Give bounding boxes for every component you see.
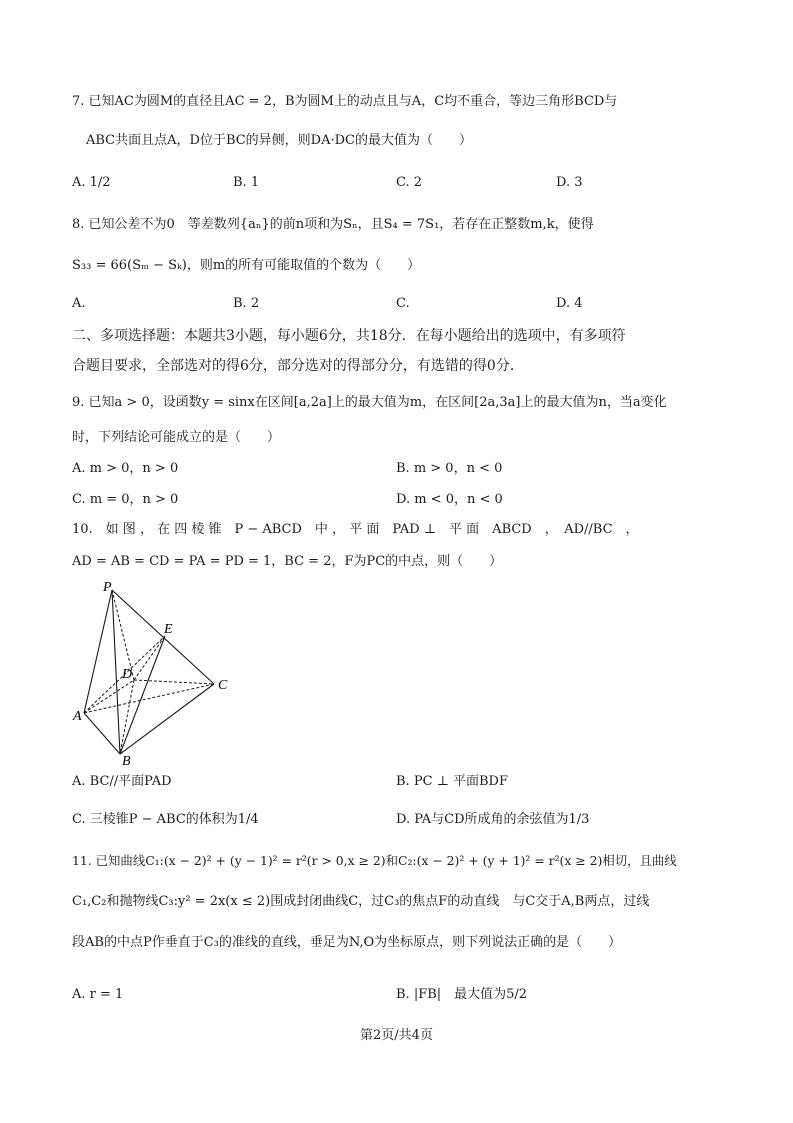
q8-option-a: A.: [72, 296, 86, 311]
edge-DE: [134, 636, 165, 680]
q11-option-a: A. r = 1: [72, 987, 124, 1002]
label-A: A: [73, 709, 82, 724]
q10-line1: 10. 如 图 ， 在 四 棱 锥 P − ABCD 中 ， 平 面 PAD ⊥ 平 面 ABCD ， AD//BC ，: [72, 522, 639, 537]
pyramid-figure: [72, 578, 237, 768]
edge-DC: [134, 680, 214, 684]
q11-line2: C₁,C₂和抛物线C₃:y² = 2x(x ≤ 2)围成封闭曲线C，过C₃的焦点F的动直线 与C交于A,B两点，过线: [72, 894, 650, 909]
q8-line1: 8. 已知公差不为0 等差数列{aₙ}的前n项和为Sₙ，且S₄ = 7S₁，若存在正整数m,k，使得: [72, 217, 594, 232]
label-E: E: [164, 622, 173, 637]
q7-option-c: C. 2: [396, 175, 423, 190]
q8-line2: S₃₃ = 66(Sₘ − Sₖ)，则m的所有可能取值的个数为（ ）: [72, 258, 421, 273]
q7-option-d: D. 3: [556, 175, 583, 190]
q10-option-b: B. PC ⊥ 平面BDF: [396, 774, 508, 789]
q7-option-b: B. 1: [233, 175, 260, 190]
q9-line2: 时，下列结论可能成立的是（ ）: [72, 430, 281, 445]
q10-option-a: A. BC//平面PAD: [72, 774, 172, 789]
edge-DB: [120, 680, 134, 754]
q7-option-a: A. 1/2: [72, 175, 111, 190]
section2-line2: 合题目要求，全部选对的得6分，部分选对的得部分分，有选错的得0分．: [72, 358, 524, 374]
section2-line1: 二、多项选择题：本题共3小题，每小题6分，共18分．在每小题给出的选项中，有多项符: [72, 328, 626, 344]
q9-option-b: B. m > 0，n < 0: [396, 461, 503, 476]
label-C: C: [218, 678, 228, 693]
edge-PB: [112, 590, 120, 754]
q11-line1: 11. 已知曲线C₁:(x − 2)² + (y − 1)² = r²(r > 0,x ≥ 2)和C₂:(x − 2)² + (y + 1)² = r²(x ≥ 2)相切，且曲线: [72, 853, 677, 868]
edge-AD: [84, 680, 134, 713]
q9-option-a: A. m > 0，n > 0: [72, 461, 179, 476]
q11-line3: 段AB的中点P作垂直于C₃的准线的直线，垂足为N,O为坐标原点，则下列说法正确的是（ ）: [72, 935, 622, 950]
label-P: P: [103, 580, 112, 595]
q8-option-d: D. 4: [556, 296, 583, 311]
q7-line1: 7. 已知AC为圆M的直径且AC = 2，B为圆M上的动点且与A，C均不重合，等边三角形BCD与: [72, 94, 618, 109]
label-D: D: [122, 667, 133, 682]
q7-line2: ABC共面且点A，D位于BC的异侧，则DA·DC的最大值为（ ）: [86, 133, 472, 148]
label-B: B: [122, 754, 131, 768]
q9-option-c: C. m = 0，n > 0: [72, 492, 179, 507]
page-footer: 第2页/共4页: [360, 1028, 433, 1043]
q9-line1: 9. 已知a > 0，设函数y = sinx在区间[a,2a]上的最大值为m，在区间[2a,3a]上的最大值为n，当a变化: [72, 395, 667, 410]
q9-option-d: D. m < 0，n < 0: [396, 492, 503, 507]
q8-option-b: B. 2: [233, 296, 260, 311]
q10-line2: AD = AB = CD = PA = PD = 1，BC = 2，F为PC的中点，则（ ）: [72, 554, 503, 569]
q10-option-c: C. 三棱锥P − ABC的体积为1/4: [72, 812, 259, 827]
q11-option-b: B. |FB| 最大值为5/2: [396, 987, 528, 1002]
q10-option-d: D. PA与CD所成角的余弦值为1/3: [396, 812, 590, 827]
edge-PA: [84, 590, 112, 713]
edge-AB: [84, 713, 120, 754]
edge-BE: [120, 636, 165, 754]
q8-option-c: C.: [396, 296, 410, 311]
